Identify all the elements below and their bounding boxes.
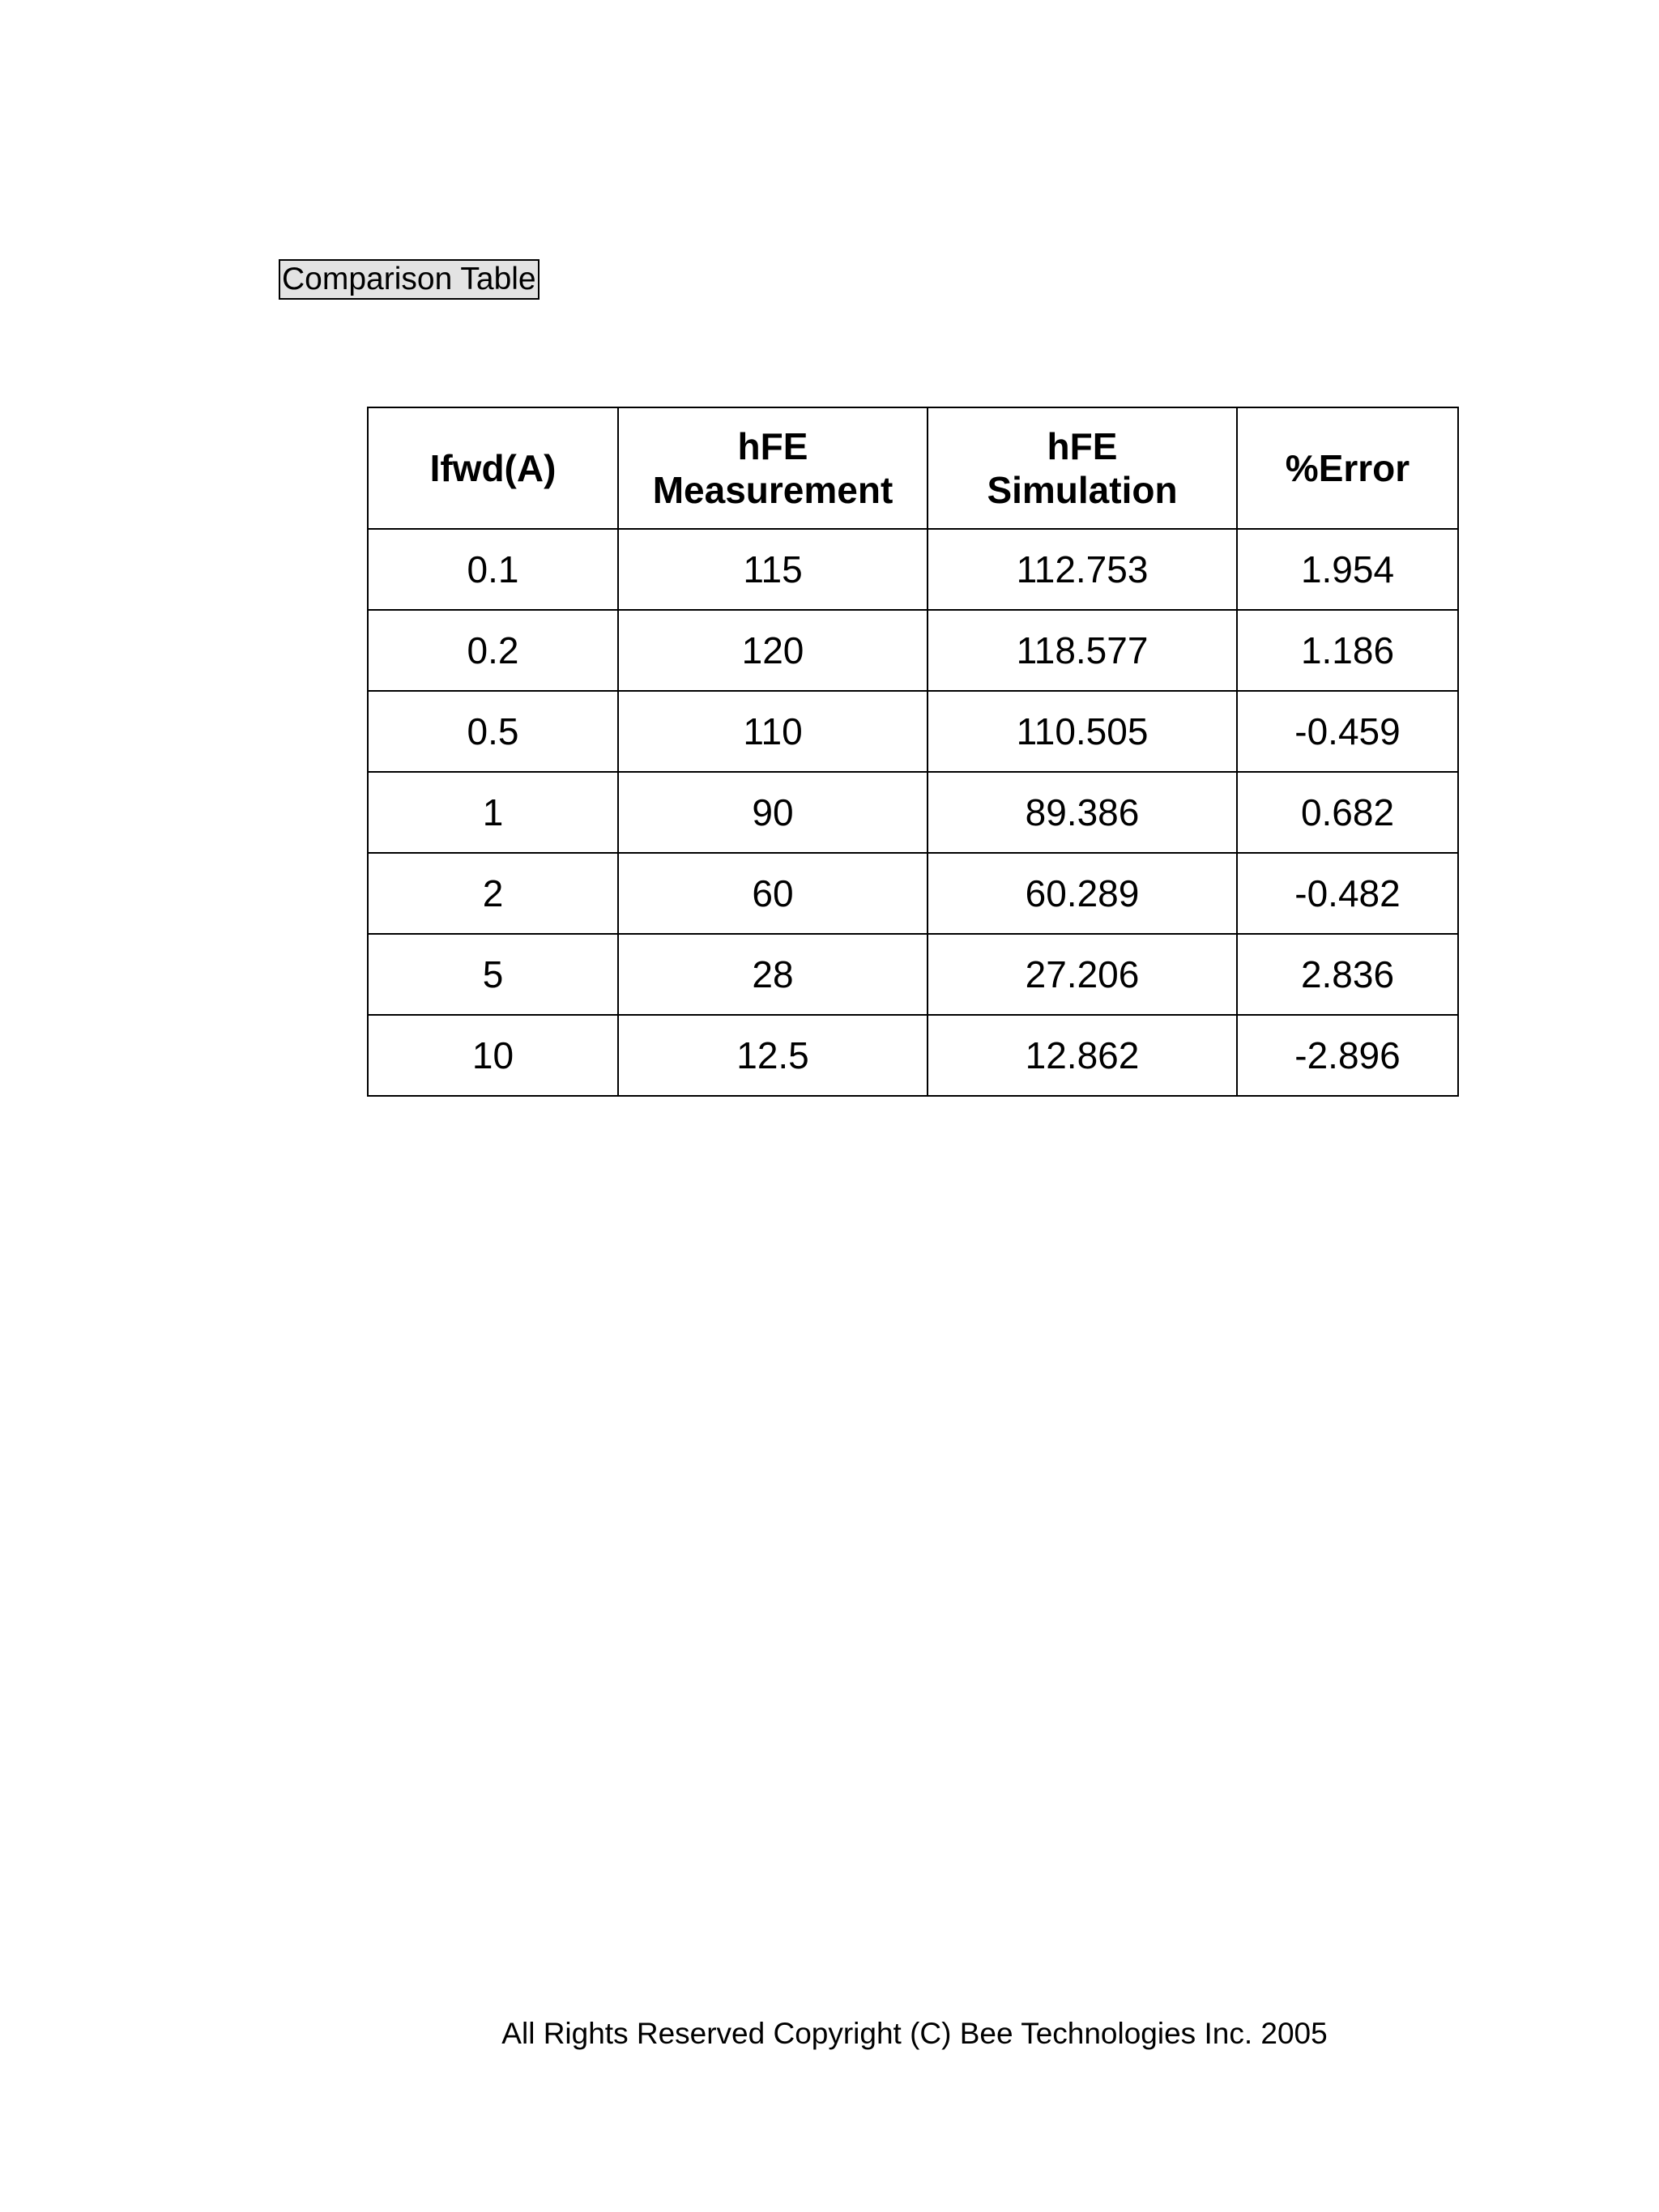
- cell-error: 1.186: [1237, 610, 1458, 691]
- cell-ifwd: 2: [368, 853, 618, 934]
- cell-hfe-simulation: 60.289: [928, 853, 1237, 934]
- header-line: Measurement: [652, 469, 893, 511]
- header-line: hFE: [1047, 425, 1118, 467]
- cell-error: 1.954: [1237, 529, 1458, 610]
- cell-hfe-measurement: 60: [618, 853, 928, 934]
- cell-error: 2.836: [1237, 934, 1458, 1015]
- cell-hfe-simulation: 118.577: [928, 610, 1237, 691]
- header-line: %Error: [1285, 447, 1410, 489]
- header-line: Simulation: [987, 469, 1178, 511]
- cell-ifwd: 5: [368, 934, 618, 1015]
- cell-hfe-measurement: 28: [618, 934, 928, 1015]
- table-row: [368, 610, 1458, 691]
- cell-error: -0.482: [1237, 853, 1458, 934]
- table-header-row: [368, 407, 1458, 529]
- cell-hfe-simulation: 112.753: [928, 529, 1237, 610]
- cell-hfe-measurement: 12.5: [618, 1015, 928, 1096]
- table-row: [368, 691, 1458, 772]
- header-line: Ifwd(A): [429, 447, 557, 489]
- comparison-table: [367, 407, 1459, 1097]
- section-label: Comparison Table: [279, 259, 539, 300]
- cell-hfe-simulation: 89.386: [928, 772, 1237, 853]
- header-ifwd: [368, 407, 618, 529]
- cell-hfe-simulation: 27.206: [928, 934, 1237, 1015]
- cell-hfe-measurement: 90: [618, 772, 928, 853]
- table-row: [368, 772, 1458, 853]
- cell-ifwd: 0.2: [368, 610, 618, 691]
- table-row: [368, 1015, 1458, 1096]
- cell-hfe-measurement: 110: [618, 691, 928, 772]
- cell-error: 0.682: [1237, 772, 1458, 853]
- cell-error: -2.896: [1237, 1015, 1458, 1096]
- copyright-footer: All Rights Reserved Copyright (C) Bee Technologies Inc. 2005: [501, 2017, 1328, 2050]
- cell-ifwd: 0.5: [368, 691, 618, 772]
- cell-error: -0.459: [1237, 691, 1458, 772]
- header-hfe-simulation: [928, 407, 1237, 529]
- header-error: [1237, 407, 1458, 529]
- table-row: [368, 934, 1458, 1015]
- cell-ifwd: 1: [368, 772, 618, 853]
- header-hfe-measurement: [618, 407, 928, 529]
- cell-hfe-simulation: 12.862: [928, 1015, 1237, 1096]
- cell-ifwd: 10: [368, 1015, 618, 1096]
- header-line: hFE: [737, 425, 808, 467]
- cell-ifwd: 0.1: [368, 529, 618, 610]
- cell-hfe-measurement: 120: [618, 610, 928, 691]
- table-row: [368, 529, 1458, 610]
- cell-hfe-simulation: 110.505: [928, 691, 1237, 772]
- cell-hfe-measurement: 115: [618, 529, 928, 610]
- table-row: [368, 853, 1458, 934]
